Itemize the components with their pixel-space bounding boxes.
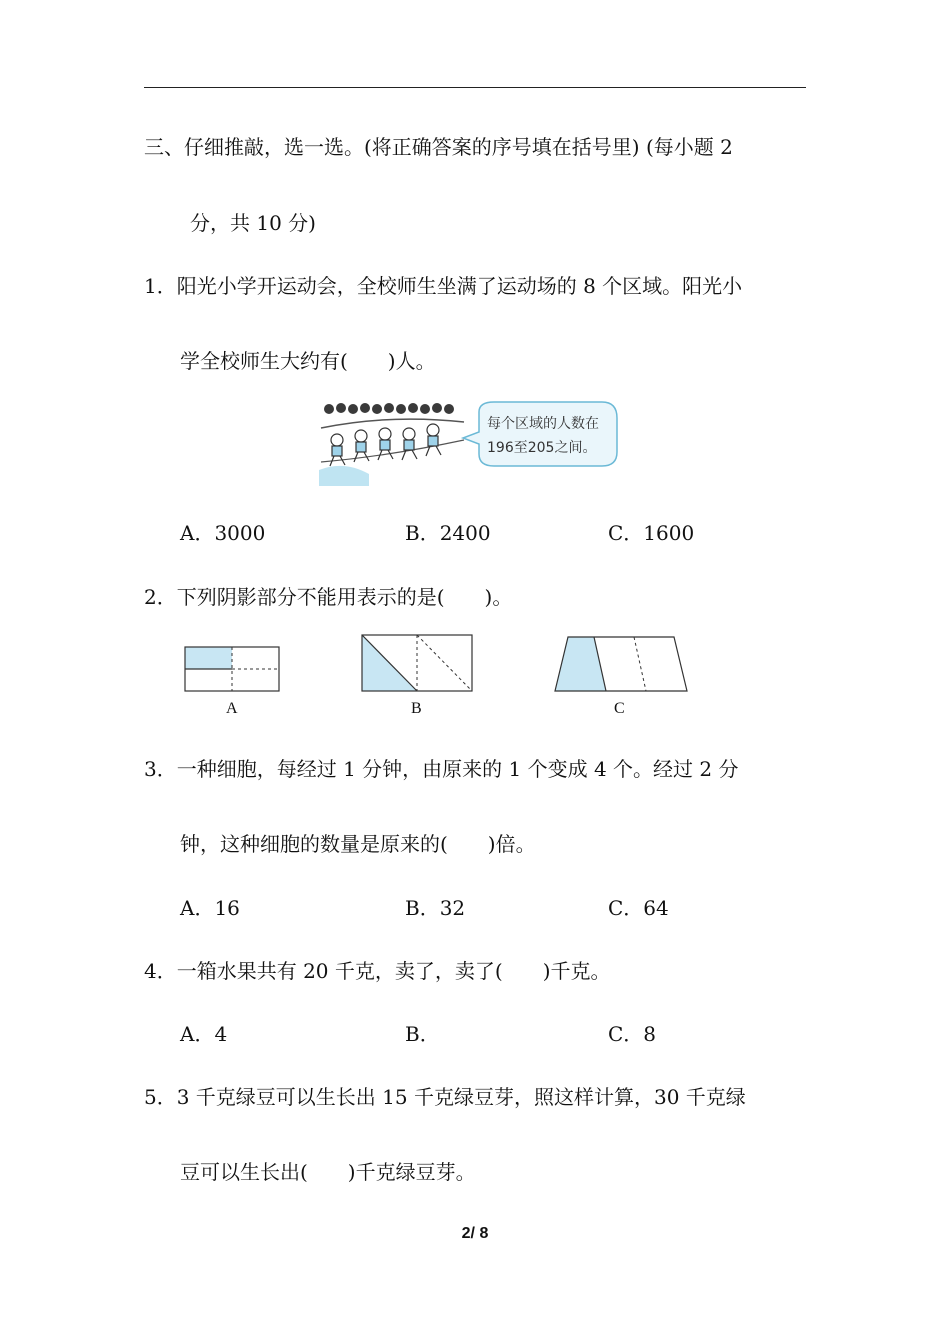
- figure-c-label: C: [614, 700, 625, 717]
- question-1-option-a[interactable]: A．3000: [180, 521, 266, 545]
- section-title: 三、仔细推敲，选一选。(将正确答案的序号填在括号里) (每小题 2: [144, 135, 733, 159]
- question-4-option-b[interactable]: B．: [405, 1022, 440, 1046]
- question-3-text-continued: 钟，这种细胞的数量是原来的( )倍。: [180, 832, 536, 856]
- figure-a-label: A: [226, 700, 238, 717]
- figure-a: [184, 646, 280, 692]
- question-3-option-a[interactable]: A．16: [180, 896, 240, 920]
- figure-a-shaded: [185, 647, 232, 669]
- question-5-text-continued: 豆可以生长出( )千克绿豆芽。: [180, 1160, 476, 1184]
- bubble-text-line1: 每个区域的人数在: [487, 416, 599, 432]
- speech-bubble: [463, 402, 617, 466]
- question-1-text-continued: 学全校师生大约有( )人。: [180, 349, 436, 373]
- question-4-option-c[interactable]: C．8: [608, 1022, 657, 1046]
- bubble-text-line2: 196至205之间。: [487, 440, 597, 456]
- stadium-illustration: [319, 400, 619, 486]
- question-1-option-c[interactable]: C．1600: [608, 521, 695, 545]
- question-3-option-c[interactable]: C．64: [608, 896, 669, 920]
- page-number: 2/ 8: [461, 1225, 489, 1242]
- figure-b: [361, 634, 473, 692]
- question-1-text: 1．阳光小学开运动会，全校师生坐满了运动场的 8 个区域。阳光小: [144, 274, 743, 298]
- figure-c-shaded: [555, 637, 606, 691]
- question-5-text: 5．3 千克绿豆可以生长出 15 千克绿豆芽，照这样计算，30 千克绿: [144, 1085, 746, 1109]
- figure-b-label: B: [411, 700, 422, 717]
- figure-c: [554, 636, 688, 692]
- section-title-continued: 分，共 10 分): [190, 211, 316, 235]
- question-4-text: 4．一箱水果共有 20 千克，卖了，卖了( )千克。: [144, 959, 611, 983]
- header-rule: [144, 87, 806, 88]
- question-2-text: 2．下列阴影部分不能用表示的是( )。: [144, 585, 513, 609]
- question-3-option-b[interactable]: B．32: [405, 896, 466, 920]
- question-4-option-a[interactable]: A．4: [180, 1022, 228, 1046]
- question-3-text: 3．一种细胞，每经过 1 分钟，由原来的 1 个变成 4 个。经过 2 分: [144, 757, 739, 781]
- question-1-option-b[interactable]: B．2400: [405, 521, 491, 545]
- tree-row: [324, 403, 454, 414]
